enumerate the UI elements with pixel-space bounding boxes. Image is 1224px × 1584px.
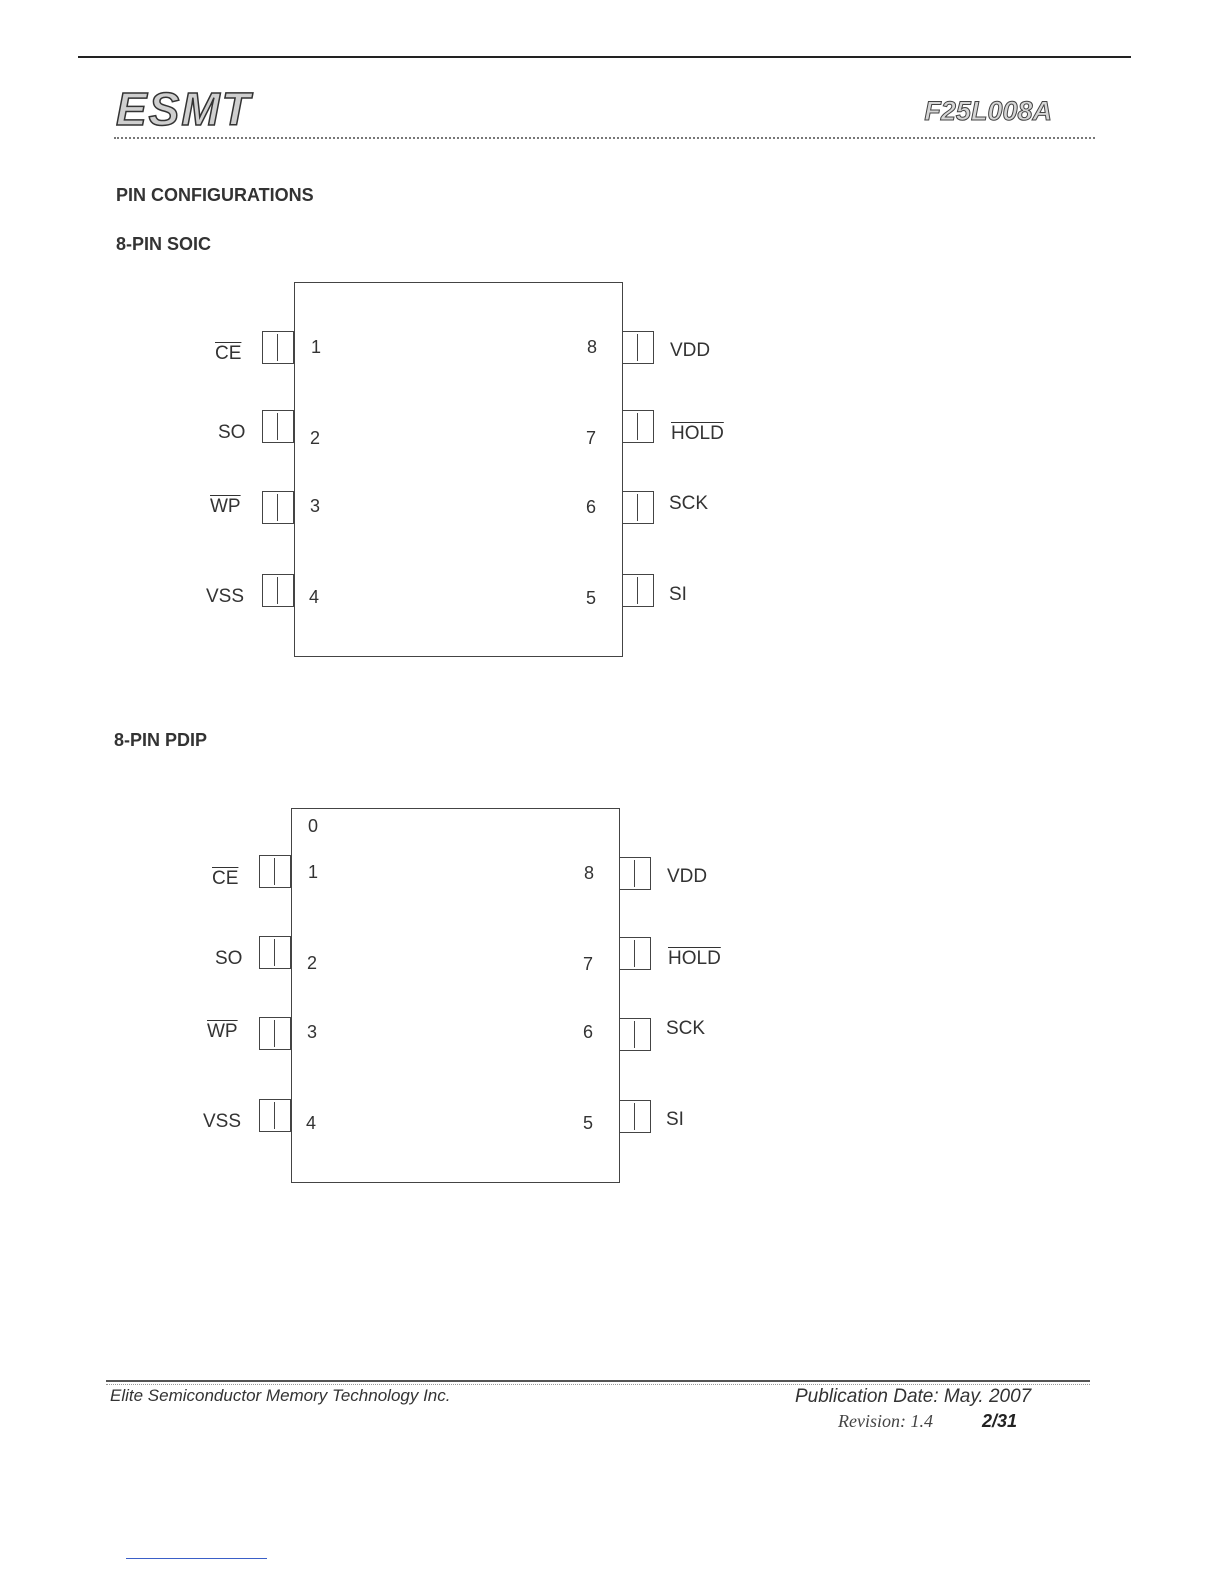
pdip-pin-3-number: 3 <box>306 1022 317 1042</box>
soic-pin-5-name: SI <box>669 584 687 605</box>
pdip-pin-5-number: 5 <box>582 1113 593 1133</box>
pdip-pin-8-number: 8 <box>583 863 594 883</box>
pdip-pin-1-name: $\overline{CE}$ <box>212 868 239 889</box>
soic-package-body <box>294 282 623 657</box>
header-dotted-rule <box>114 137 1095 139</box>
pdip-pin-4-number: 4 <box>305 1113 316 1133</box>
soic-pin-2-name: SO <box>218 422 246 443</box>
pdip-pin-7-number: 7 <box>582 954 593 974</box>
footer-dotted-rule <box>106 1384 1090 1385</box>
pdip-pin-8-lead <box>619 857 651 890</box>
soic-pin-4-name: VSS <box>206 586 245 607</box>
soic-pin-7-number: 7 <box>585 428 596 448</box>
pdip-pin-3-lead <box>259 1017 291 1050</box>
soic-pin-6-lead <box>622 491 654 524</box>
pdip-pin-5-lead <box>619 1100 651 1133</box>
pdip-pin-2-number: 2 <box>306 953 317 973</box>
soic-title: 8-PIN SOIC <box>116 234 212 254</box>
pdip-orientation-marker: 0 <box>307 816 318 836</box>
pdip-pin-8-name: VDD <box>667 866 708 887</box>
pdip-pin-7-lead <box>619 937 651 970</box>
soic-pin-7-name: HOLD <box>671 423 724 444</box>
pdip-pin-6-lead <box>619 1018 651 1051</box>
pdip-title: 8-PIN PDIP <box>114 730 208 750</box>
soic-pin-1-name: $\overline{CE}$ <box>215 343 242 364</box>
pdip-pin-2-lead <box>259 936 291 969</box>
part-number: F25L008A <box>924 96 1052 126</box>
soic-pin-5-lead <box>622 574 654 607</box>
soic-pin-4-lead <box>262 574 294 607</box>
soic-pin-6-name: SCK <box>669 493 709 514</box>
pdip-pin-3-name: $\overline{WP}$ <box>207 1021 238 1042</box>
soic-pin-6-number: 6 <box>585 497 596 517</box>
footer-revision: Revision: 1.4 <box>838 1411 933 1431</box>
soic-pin-1-number: 1 <box>310 337 321 357</box>
soic-pin-2-lead <box>262 410 294 443</box>
footer-rule <box>106 1380 1090 1382</box>
footer-page-number: 2/31 <box>982 1411 1018 1431</box>
header-top-rule <box>78 56 1131 58</box>
pdip-pin-5-name: SI <box>666 1109 684 1130</box>
footer-publication-date: Publication Date: May. 2007 <box>795 1386 1032 1407</box>
soic-pin-8-lead <box>622 331 654 364</box>
soic-pin-2-number: 2 <box>309 428 320 448</box>
pdip-pin-6-number: 6 <box>582 1022 593 1042</box>
soic-pin-3-lead <box>262 491 294 524</box>
soic-pin-4-number: 4 <box>308 587 319 607</box>
soic-pin-5-number: 5 <box>585 588 596 608</box>
pdip-pin-1-lead <box>259 855 291 888</box>
bottom-blue-rule <box>126 1558 267 1559</box>
pdip-pin-4-lead <box>259 1099 291 1132</box>
soic-pin-7-lead <box>622 410 654 443</box>
soic-pin-3-number: 3 <box>309 496 320 516</box>
footer-company: Elite Semiconductor Memory Technology Inc. <box>110 1386 451 1405</box>
pdip-pin-6-name: SCK <box>666 1018 706 1039</box>
pdip-pin-7-name: HOLD <box>668 948 721 969</box>
page-title: PIN CONFIGURATIONS <box>116 185 314 205</box>
soic-pin-8-number: 8 <box>586 337 597 357</box>
soic-pin-1-lead <box>262 331 294 364</box>
pdip-pin-1-number: 1 <box>307 862 318 882</box>
pdip-pin-2-name: SO <box>215 948 243 969</box>
soic-pin-8-name: VDD <box>670 340 711 361</box>
soic-pin-3-name: $\overline{WP}$ <box>210 496 241 517</box>
pdip-package-body <box>291 808 620 1183</box>
esmt-logo: ESMT <box>116 83 252 135</box>
pdip-pin-4-name: VSS <box>203 1111 242 1132</box>
